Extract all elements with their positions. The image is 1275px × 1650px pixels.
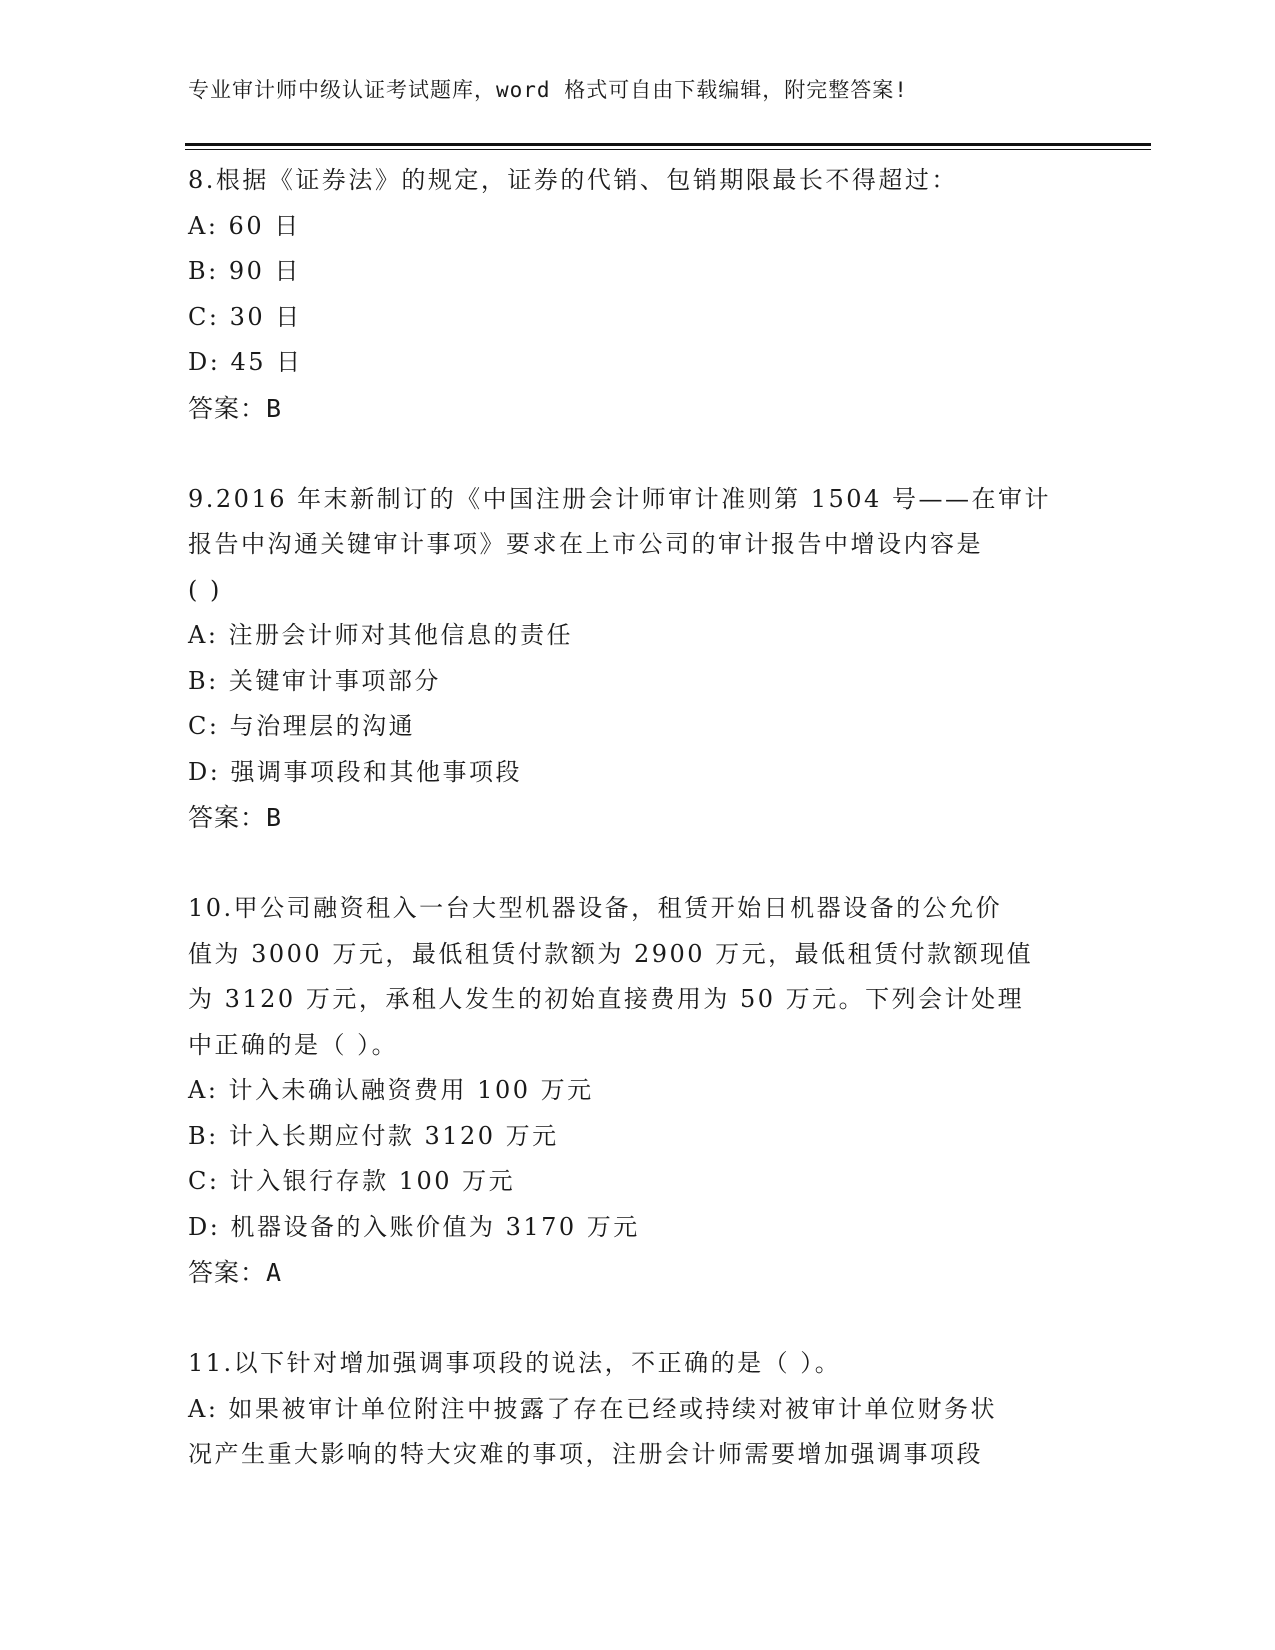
question-gap — [188, 1296, 1088, 1342]
option-c: C: 30 日 — [188, 302, 302, 331]
option-a: A: 计入未确认融资费用 100 万元 — [188, 1076, 594, 1104]
question-10 — [188, 886, 1088, 1296]
option-d: D: 45 日 — [188, 348, 303, 376]
option-c: C: 计入银行存款 100 万元 — [188, 1167, 516, 1195]
question-stem: ( ) — [188, 575, 222, 604]
option-a: A: 注册会计师对其他信息的责任 — [188, 621, 574, 649]
answer: 答案：A — [188, 1258, 283, 1287]
option-a-continued: 况产生重大影响的特大灾难的事项，注册会计师需要增加强调事项段 — [188, 1440, 983, 1468]
option-c: C: 与治理层的沟通 — [188, 712, 416, 740]
option-d: D: 强调事项段和其他事项段 — [188, 757, 522, 786]
option-b: B: 计入长期应付款 3120 万元 — [188, 1121, 559, 1150]
question-stem: 中正确的是（ ）。 — [188, 1030, 399, 1059]
question-stem: 9.2016 年末新制订的《中国注册会计师审计准则第 1504 号——在审计 — [188, 484, 1051, 513]
question-gap — [188, 841, 1088, 887]
question-stem: 报告中沟通关键审计事项》要求在上市公司的审计报告中增设内容是 — [188, 530, 983, 558]
question-stem: 值为 3000 万元，最低租赁付款额为 2900 万元，最低租赁付款额现值 — [188, 939, 1034, 968]
answer: 答案：B — [188, 393, 283, 423]
question-stem: 11.以下针对增加强调事项段的说法，不正确的是（ ）。 — [188, 1349, 842, 1377]
question-8 — [188, 158, 1088, 431]
answer: 答案：B — [188, 803, 283, 832]
header-divider — [185, 143, 1151, 146]
option-a: A: 如果被审计单位附注中披露了存在已经或持续对被审计单位财务状 — [188, 1394, 998, 1423]
option-b: B: 关键审计事项部分 — [188, 666, 441, 695]
question-stem: 8.根据《证券法》的规定，证券的代销、包销期限最长不得超过： — [188, 166, 958, 194]
question-list — [188, 158, 1088, 1478]
question-9 — [188, 477, 1088, 841]
option-d: D: 机器设备的入账价值为 3170 万元 — [188, 1212, 640, 1241]
question-11 — [188, 1341, 1088, 1478]
option-b: B: 90 日 — [188, 257, 302, 285]
question-stem: 为 3120 万元，承租人发生的初始直接费用为 50 万元。下列会计处理 — [188, 985, 1025, 1013]
question-gap — [188, 431, 1088, 477]
question-stem: 10.甲公司融资租入一台大型机器设备，租赁开始日机器设备的公允价 — [188, 894, 1003, 922]
page-header: 专业审计师中级认证考试题库，word 格式可自由下载编辑，附完整答案! — [188, 78, 908, 102]
header-divider-thin — [185, 149, 1151, 150]
option-a: A: 60 日 — [188, 211, 301, 240]
